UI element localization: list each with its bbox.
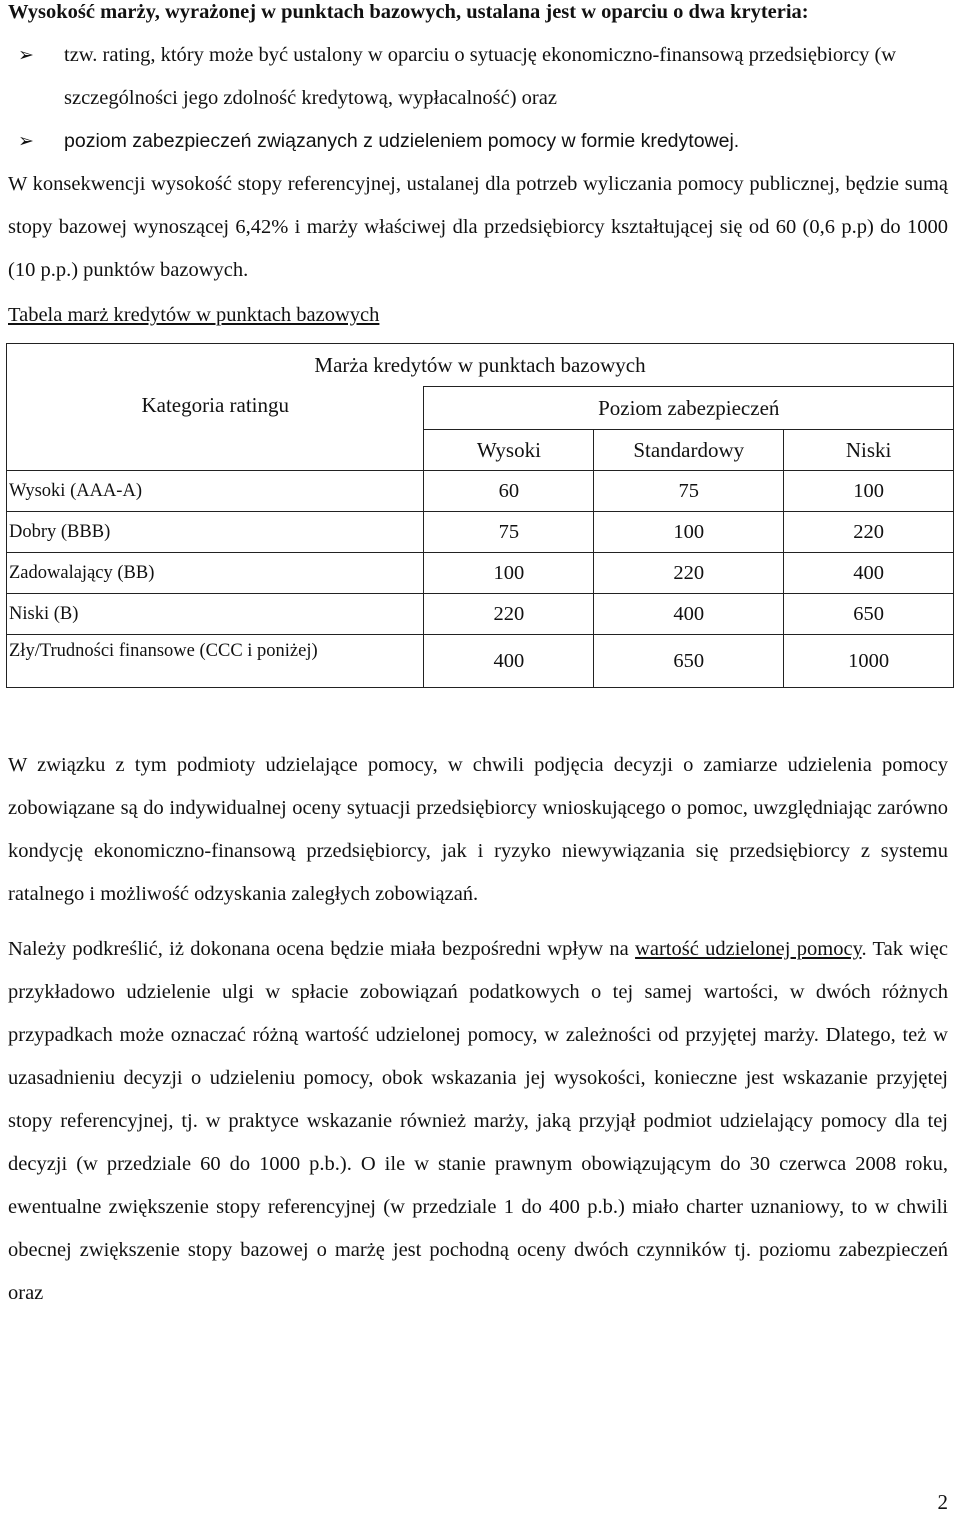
bullet-collateral: [8, 120, 948, 163]
row-value: 75: [594, 471, 784, 512]
level-header-high: Wysoki: [424, 430, 594, 471]
table-caption-text: Tabela marż kredytów w punktach bazowych: [8, 304, 380, 326]
row-category: Zadowalający (BB): [7, 553, 424, 594]
table-row: [7, 553, 954, 594]
arrow-bullet-icon: ➢: [18, 131, 34, 152]
row-value: 220: [594, 553, 784, 594]
collateral-header: Poziom zabezpieczeń: [424, 387, 954, 430]
impact-text-start: Należy podkreślić, iż dokonana ocena będzie miała bezpośredni wpływ na: [8, 938, 636, 960]
page-number: 2: [937, 1490, 948, 1514]
table-row: [7, 512, 954, 553]
row-category: Wysoki (AAA-A): [7, 471, 424, 512]
main-header: Marża kredytów w punktach bazowych: [7, 344, 954, 387]
impact-text-rest: . Tak więc przykładowo udzielenie ulgi w spłacie zobowiązań podatkowych o tej samej wartości, w dwóch różnych przypadkach może oznaczać różną wartość udzielonej pomocy, w zależności od przyjętej marży. Dlatego, też w uzasadnieniu decyzji o udzieleniu pomocy, obok wskazania jej wysokości, konieczne jest wskazanie przyjętej stopy referencyjnej, tj. w praktyce wskazanie również marży, jaką przyjął podmiot udzielający pomocy dla tej decyzji (w przedziale 60 do 1000 p.b.). O ile w stanie prawnym obowiązującym do 30 czerwca 2008 roku, ewentualne zwiększenie stopy referencyjnej (w przedziale 1 do 400 p.b.) miało charter uznaniowy, to w chwili obecnej zwiększenie stopy bazowej o marżę jest pochodną oceny dwóch czynników tj. poziomu zabezpieczeń oraz: [8, 938, 948, 1304]
table-caption: [8, 294, 948, 337]
row-value: 100: [424, 553, 594, 594]
row-value: 100: [594, 512, 784, 553]
row-value: 75: [424, 512, 594, 553]
intro-heading: Wysokość marży, wyrażonej w punktach bazowych, ustalana jest w oparciu o dwa kryteria:: [8, 1, 809, 23]
bullet-rating: [8, 34, 948, 120]
row-category: Zły/Trudności finansowe (CCC i poniżej): [7, 635, 424, 688]
category-header: Kategoria ratingu: [7, 387, 424, 471]
row-category: Dobry (BBB): [7, 512, 424, 553]
table-row: [7, 635, 954, 688]
table-header-row: [7, 387, 954, 430]
level-header-low: Niski: [784, 430, 954, 471]
level-header-standard: Standardowy: [594, 430, 784, 471]
row-value: 650: [594, 635, 784, 688]
assessment-paragraph: W związku z tym podmioty udzielające pomocy, w chwili podjęcia decyzji o zamiarze udzielenia pomocy zobowiązane są do indywidualnej oceny sytuacji przedsiębiorcy wnioskującego o pomoc, uwzględniając zarówno kondycję ekonomiczno-finansową przedsiębiorcy, jak i ryzyko niewywiązania się przedsiębiorcy z systemu ratalnego i możliwość odzyskania zaległych zobowiązań.: [8, 754, 948, 905]
bullet-text: poziom zabezpieczeń związanych z udzieleniem pomocy w formie kredytowej.: [64, 130, 740, 152]
table-header-row: [7, 344, 954, 387]
row-value: 400: [594, 594, 784, 635]
row-value: 60: [424, 471, 594, 512]
row-value: 400: [424, 635, 594, 688]
table-row: [7, 471, 954, 512]
impact-paragraph: [8, 928, 948, 1315]
consequence-paragraph: W konsekwencji wysokość stopy referencyjnej, ustalanej dla potrzeb wyliczania pomocy publicznej, będzie sumą stopy bazowej wynoszącej 6,42% i marży właściwej dla przedsiębiorcy kształtującej się od 60 (0,6 p.p) do 1000 (10 p.p.) punktów bazowych.: [8, 173, 948, 281]
row-value: 220: [424, 594, 594, 635]
row-category: Niski (B): [7, 594, 424, 635]
row-value: 650: [784, 594, 954, 635]
arrow-bullet-icon: ➢: [18, 45, 34, 66]
row-value: 100: [784, 471, 954, 512]
bullet-text: tzw. rating, który może być ustalony w oparciu o sytuację ekonomiczno-finansową przedsiębiorcy (w szczególności jego zdolność kredytową, wypłacalność) oraz: [64, 44, 897, 109]
table-row: [7, 594, 954, 635]
aid-value-link[interactable]: wartość udzielonej pomocy: [635, 938, 862, 960]
row-value: 220: [784, 512, 954, 553]
row-value: 400: [784, 553, 954, 594]
row-value: 1000: [784, 635, 954, 688]
document-page: [8, 0, 948, 1315]
margin-table: [6, 343, 954, 688]
